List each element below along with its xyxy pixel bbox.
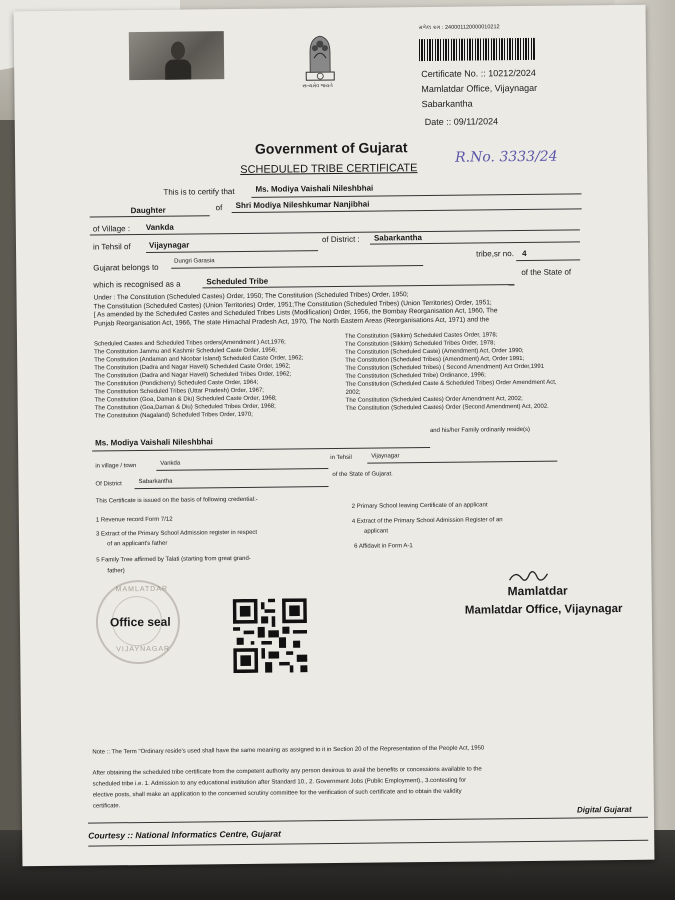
applicant-name: Ms. Modiya Vaishali Nileshbhai bbox=[255, 183, 374, 194]
recognised-value: Scheduled Tribe bbox=[206, 276, 269, 287]
relation-line bbox=[90, 215, 210, 217]
seal-ring-text-bottom: VIJAYNAGAR bbox=[116, 645, 171, 654]
of-label: of bbox=[215, 203, 223, 213]
applicant-photo bbox=[129, 31, 224, 80]
recognised-label: which is recognised as a bbox=[93, 279, 181, 290]
digital-gujarat-label: Digital Gujarat bbox=[576, 804, 632, 815]
order-item: 2002; bbox=[345, 389, 361, 396]
handwritten-reference: R.No. 3333/24 bbox=[455, 148, 558, 166]
order-item: The Constitution (Scheduled Caste) (Amendment) Act, Order 1990; bbox=[345, 348, 524, 356]
header-date bbox=[425, 116, 499, 127]
order-item: Scheduled Castes and Scheduled Tribes orders(Amendment ) Act,1976; bbox=[94, 339, 286, 348]
under-text bbox=[94, 290, 498, 329]
family-suffix: and his/her Family ordinarily reside(s) bbox=[429, 426, 531, 434]
barcode bbox=[419, 38, 535, 61]
credential-item-cont: of an applicant's father bbox=[107, 540, 168, 548]
credential-item-cont: father) bbox=[107, 568, 125, 575]
tehsil-label: in Tehsil of bbox=[92, 242, 131, 252]
residence-district-value: Sabarkantha bbox=[138, 478, 173, 486]
belongs-label: Gujarat belongs to bbox=[93, 262, 159, 273]
district-label: of District : bbox=[321, 234, 360, 245]
residence-district-label: Of District bbox=[95, 481, 122, 488]
photo-face bbox=[171, 42, 185, 60]
residence-name: Ms. Modiya Vaishali Nileshbhai bbox=[95, 437, 213, 448]
relation: Daughter bbox=[130, 205, 166, 216]
credential-item: 3 Extract of the Primary School Admission register in respect bbox=[95, 529, 258, 538]
under-line: Under : The Constitution (Scheduled Castes) Order, 1950; The Constitution (Scheduled Tribes) Order, 1950; bbox=[93, 291, 409, 302]
credentials-intro: This Certificate is issued on the basis of following credential:- bbox=[95, 496, 258, 505]
certificate-title: SCHEDULED TRIBE CERTIFICATE bbox=[240, 162, 418, 176]
certificate-paper bbox=[14, 5, 655, 867]
footer-note: Note :: The Term "Ordinary reside's used shall have the same meaning as assigned to it in Section 20 of the Representation of the People Act, 1950 bbox=[92, 745, 485, 756]
credential-item: 4 Extract of the Primary School Admission Register of an bbox=[351, 517, 503, 525]
order-item: The Constitution (Sikkim) Scheduled Castes Order, 1978; bbox=[344, 332, 498, 340]
order-item: The Constitution (Nagaland) Scheduled Tribes Order, 1970; bbox=[94, 411, 253, 420]
parent-name: Shri Modiya Nileshkumar Nanjibhai bbox=[235, 199, 370, 211]
tehsil-line bbox=[146, 250, 318, 253]
footer-para-line: After obtaining the scheduled tribe certificate from the competent authority any person desirous to avail the benefits or concessions available to the bbox=[92, 766, 482, 777]
village-label: of Village : bbox=[92, 224, 131, 234]
footer-paragraph bbox=[92, 764, 482, 812]
district-value: Sabarkantha bbox=[373, 233, 423, 243]
footer-para-line: scheduled tribe i.e. 1. Admission to any educational institution after Standard 10., 2. Government Jobs (Public Employment)., 3.contesting for bbox=[92, 777, 467, 788]
emblem-caption: સત્યમેવ જયતે bbox=[302, 82, 333, 90]
residence-tehsil-label: in Tehsil bbox=[330, 454, 352, 462]
under-line: The Constitution (Scheduled Castes) (Union Territories) Order, 1951;The Constitution (Scheduled Tribes) (Union Territories) Order, 1951; bbox=[93, 298, 492, 311]
tribe-sr-line bbox=[516, 259, 580, 261]
tribe-sr-label: tribe,sr no. bbox=[476, 249, 514, 259]
order-item: The Constitution (Scheduled Castes) Order Amendment Act, 2002; bbox=[345, 396, 523, 404]
order-item: The Constitution (Dadra and Nagar Haveli) Scheduled Tribes Order, 1962; bbox=[94, 371, 292, 380]
residence-state-suffix: of the State of Gujarat. bbox=[332, 471, 393, 479]
credential-item: 6 Affidavit in Form A-1 bbox=[354, 543, 413, 550]
header-office: Mamlatdar Office, Vijaynagar bbox=[421, 82, 538, 95]
government-title: Government of Gujarat bbox=[254, 139, 408, 157]
footer-divider bbox=[88, 817, 648, 824]
residence-village-line bbox=[156, 468, 328, 471]
order-item: The Constitution (Scheduled Tribes) ( Second Amendment) Act Order,1991 bbox=[345, 363, 545, 372]
barcode-number: મળેલ ક્રમ : 240001120000010212 bbox=[418, 24, 500, 32]
order-item: The Constitution Jammu and Kashmir Scheduled Caste Order, 1956; bbox=[94, 347, 277, 356]
residence-village-value: Vankda bbox=[160, 460, 181, 467]
name-line bbox=[251, 193, 581, 197]
tehsil-value: Vijaynagar bbox=[148, 240, 190, 250]
credential-item-cont: applicant bbox=[363, 528, 389, 535]
office-seal-label: Office seal bbox=[109, 614, 171, 630]
residence-tehsil-value: Vijaynagar bbox=[371, 453, 400, 460]
date-label: Date :: bbox=[424, 116, 452, 128]
tribe-line bbox=[171, 265, 423, 269]
order-item: The Constitution (Scheduled Tribe) Ordinance, 1996; bbox=[345, 372, 486, 380]
order-item: The Constitution (Scheduled Tribes) (Amendment) Act, Order 1991; bbox=[345, 356, 525, 364]
footer-bottom-line bbox=[88, 840, 648, 847]
order-item: The Constitution (Goa, Daman & Diu) Scheduled Caste Order, 1968; bbox=[94, 395, 277, 404]
date-value: 09/11/2024 bbox=[453, 116, 499, 127]
residence-district-line bbox=[135, 486, 329, 489]
under-line: Punjab Reorganisation Act, 1966, The state Himachal Pradesh Act, 1970, The North Eastern Areas (Reorganisations Act, 1971) and the bbox=[93, 316, 490, 328]
footer-para-line: elective posts, shall make an application to the concerned scrutiny committee for the verification of such certificate and to obtain the validity bbox=[92, 788, 462, 799]
order-item: The Constitution (Scheduled Caste & Scheduled Tribes) Order Amendment Act, bbox=[345, 379, 557, 388]
certify-prefix: This is to certify that bbox=[163, 187, 235, 197]
orders-right-column bbox=[345, 331, 557, 413]
under-line: [ As amended by the Scheduled Castes and Scheduled Tribes Lists (Modification) Order, 1956, the Bombay Reorganisation Act, 1960, The bbox=[93, 307, 498, 319]
credential-item: 5 Family Tree affirmed by Talati (starting from great grand- bbox=[96, 555, 251, 564]
qr-code bbox=[233, 598, 308, 673]
certificate-no-label: Certificate No. :: bbox=[421, 68, 486, 80]
state-suffix: of the State of bbox=[521, 267, 572, 278]
order-item: The Constitution (Andaman and Nicobar Island) Scheduled Caste Order, 1962; bbox=[94, 355, 304, 364]
village-value: Vankda bbox=[145, 222, 174, 232]
certificate-no bbox=[421, 68, 536, 79]
credential-item: 1 Revenue record Form 7/12 bbox=[95, 516, 173, 524]
residence-name-line bbox=[92, 447, 430, 452]
tribe-sr-value: 4 bbox=[522, 248, 527, 259]
signatory-office: Mamlatdar Office, Vijaynagar bbox=[464, 602, 623, 617]
order-item: The Constitution (Goa,Daman & Diu) Scheduled Tribes Order, 1968; bbox=[94, 403, 276, 412]
header-district: Sabarkantha bbox=[421, 98, 473, 110]
signatory-title: Mamlatdar bbox=[507, 583, 568, 599]
residence-village-label: in village / town bbox=[95, 463, 137, 470]
tribe-name: Dungri Garasia bbox=[174, 258, 215, 265]
order-item: The Constitution (Dadra and Nagar Haveli) Scheduled Caste Order, 1962; bbox=[94, 363, 291, 372]
order-item: The Constitution (Sikkim) Scheduled Tribes Order, 1978; bbox=[345, 340, 496, 348]
residence-tehsil-line bbox=[367, 461, 557, 464]
footer-para-line: certificate. bbox=[92, 803, 121, 810]
certificate-no-value: 10212/2024 bbox=[488, 67, 536, 79]
seal-ring-text-top: MAMLATDAR bbox=[115, 585, 169, 594]
courtesy-label: Courtesy :: National Informatics Centre, Gujarat bbox=[88, 828, 281, 841]
order-item: The Constitution Scheduled Tribes (Uttar Pradesh) Order, 1967; bbox=[94, 387, 264, 396]
order-item: The Constitution (Pondicherry) Scheduled Caste Order, 1964; bbox=[94, 379, 259, 388]
credential-item: 2 Primary School leaving Certificate of an applicant bbox=[351, 502, 488, 510]
photo-body bbox=[165, 59, 191, 79]
order-item: The Constitution (Scheduled Castes) Order (Second Amendment) Act, 2002. bbox=[345, 403, 549, 412]
orders-left-column bbox=[94, 338, 304, 420]
